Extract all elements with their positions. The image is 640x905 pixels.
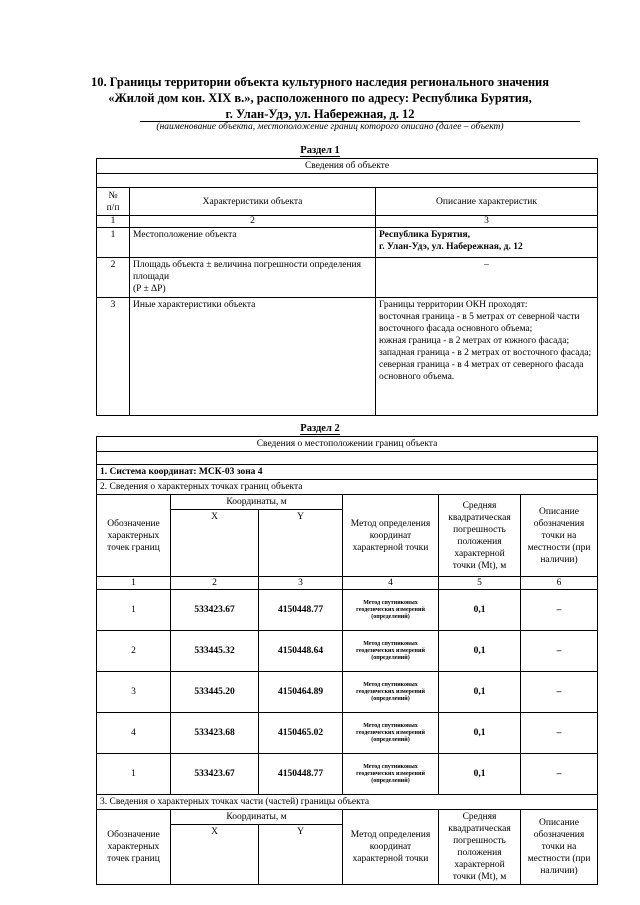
coord-x: 533445.32 — [171, 631, 259, 672]
sub3-col-method: Метод определения координат характерной точки — [343, 810, 439, 885]
col-mt: Средняя квадратическая погрешность положения характерной точки (Mt), м — [439, 495, 521, 577]
table-row — [97, 713, 598, 754]
section1-idx: 2 — [130, 216, 376, 228]
col-y: Y — [259, 510, 343, 577]
col-method: Метод определения координат характерной точки — [343, 495, 439, 577]
sub3-col-descr: Описание обозначения точки на местности (при наличии) — [521, 810, 598, 885]
coord-y: 4150465.02 — [259, 713, 343, 754]
section1-table-title: Сведения об объекте — [97, 159, 598, 174]
mt-value: 0,1 — [439, 672, 521, 713]
col-descr: Описание обозначения точки на местности (при наличии) — [521, 495, 598, 577]
section1-idx: 1 — [97, 216, 130, 228]
section1-table — [96, 158, 598, 416]
mt-value: 0,1 — [439, 713, 521, 754]
section1-row-char: Иные характеристики объекта — [130, 298, 376, 416]
sub3-col-x: X — [171, 825, 259, 885]
method: Метод спутниковых геодезических измерений (определений) — [343, 590, 439, 631]
title-line-2: «Жилой дом кон. XIX в.», расположенного по адресу: Республика Бурятия, — [108, 91, 532, 105]
document-title — [60, 74, 580, 122]
table-row — [97, 590, 598, 631]
section2-table — [96, 436, 598, 885]
section2-table-title: Сведения о местоположении границ объекта — [97, 437, 598, 452]
section1-row-desc: Республика Бурятия, г. Улан-Удэ, ул. Набережная, д. 12 — [376, 228, 598, 258]
section2-idx: 5 — [439, 577, 521, 590]
section1-row-num: 2 — [97, 258, 130, 298]
point-description: – — [521, 672, 598, 713]
section1-col-char: Характеристики объекта — [130, 188, 376, 216]
mt-value: 0,1 — [439, 590, 521, 631]
title-line-1: 10. Границы территории объекта культурного наследия регионального значения — [90, 75, 550, 89]
mt-value: 0,1 — [439, 754, 521, 795]
sub2-title: 2. Сведения о характерных точках границ объекта — [97, 480, 598, 495]
section1-row-desc: Границы территории ОКН проходят: восточная граница - в 5 метрах от северной части восточного фасада основного объема; южная граница - в 2 метрах от южного фасада; западная граница - в 2 метрах от восточного фасада; северная граница - в 4 метрах от северного фасада основного объема. — [376, 298, 598, 416]
section1-row-char: Площадь объекта ± величина погрешности определения площади (P ± ΔP) — [130, 258, 376, 298]
method: Метод спутниковых геодезических измерений (определений) — [343, 672, 439, 713]
mt-value: 0,1 — [439, 631, 521, 672]
method: Метод спутниковых геодезических измерений (определений) — [343, 713, 439, 754]
coord-x: 533423.68 — [171, 713, 259, 754]
section1-row-char: Местоположение объекта — [130, 228, 376, 258]
section2-idx: 3 — [259, 577, 343, 590]
coord-y: 4150448.77 — [259, 590, 343, 631]
sub3-title: 3. Сведения о характерных точках части (частей) границы объекта — [97, 795, 598, 810]
sub3-col-coords: Координаты, м — [171, 810, 343, 825]
coord-x: 533445.20 — [171, 672, 259, 713]
point-id: 3 — [97, 672, 171, 713]
point-description: – — [521, 590, 598, 631]
coord-x: 533423.67 — [171, 590, 259, 631]
sub3-col-point: Обозначение характерных точек границ — [97, 810, 171, 885]
section1-spacer — [97, 174, 598, 188]
coord-system: 1. Система координат: МСК-03 зона 4 — [97, 465, 598, 480]
coord-y: 4150448.77 — [259, 754, 343, 795]
method: Метод спутниковых геодезических измерений (определений) — [343, 631, 439, 672]
section1-row-num: 1 — [97, 228, 130, 258]
table-row — [97, 672, 598, 713]
section1-row-num: 3 — [97, 298, 130, 416]
point-description: – — [521, 713, 598, 754]
section1-col-num: № п/п — [97, 188, 130, 216]
coord-y: 4150448.64 — [259, 631, 343, 672]
section2-idx: 2 — [171, 577, 259, 590]
section1-col-desc: Описание характеристик — [376, 188, 598, 216]
sub3-col-mt: Средняя квадратическая погрешность положения характерной точки (Mt), м — [439, 810, 521, 885]
table-row — [97, 754, 598, 795]
point-id: 2 — [97, 631, 171, 672]
title-line-3: г. Улан-Удэ, ул. Набережная, д. 12 — [225, 107, 415, 121]
title-caption: (наименование объекта, местоположение границ которого описано (далее – объект) — [156, 122, 504, 132]
col-x: X — [171, 510, 259, 577]
section1-row-desc: – — [376, 258, 598, 298]
point-id: 4 — [97, 713, 171, 754]
point-id: 1 — [97, 590, 171, 631]
coord-x: 533423.67 — [171, 754, 259, 795]
section1-heading: Раздел 1 — [300, 145, 340, 156]
col-coords: Координаты, м — [171, 495, 343, 510]
point-description: – — [521, 754, 598, 795]
section1-idx: 3 — [376, 216, 598, 228]
sub3-col-y: Y — [259, 825, 343, 885]
table-row — [97, 631, 598, 672]
section2-heading: Раздел 2 — [300, 423, 340, 434]
col-point: Обозначение характерных точек границ — [97, 495, 171, 577]
section2-idx: 4 — [343, 577, 439, 590]
section2-spacer — [97, 452, 598, 465]
section2-idx: 6 — [521, 577, 598, 590]
point-id: 1 — [97, 754, 171, 795]
method: Метод спутниковых геодезических измерений (определений) — [343, 754, 439, 795]
section2-idx: 1 — [97, 577, 171, 590]
coord-y: 4150464.89 — [259, 672, 343, 713]
point-description: – — [521, 631, 598, 672]
